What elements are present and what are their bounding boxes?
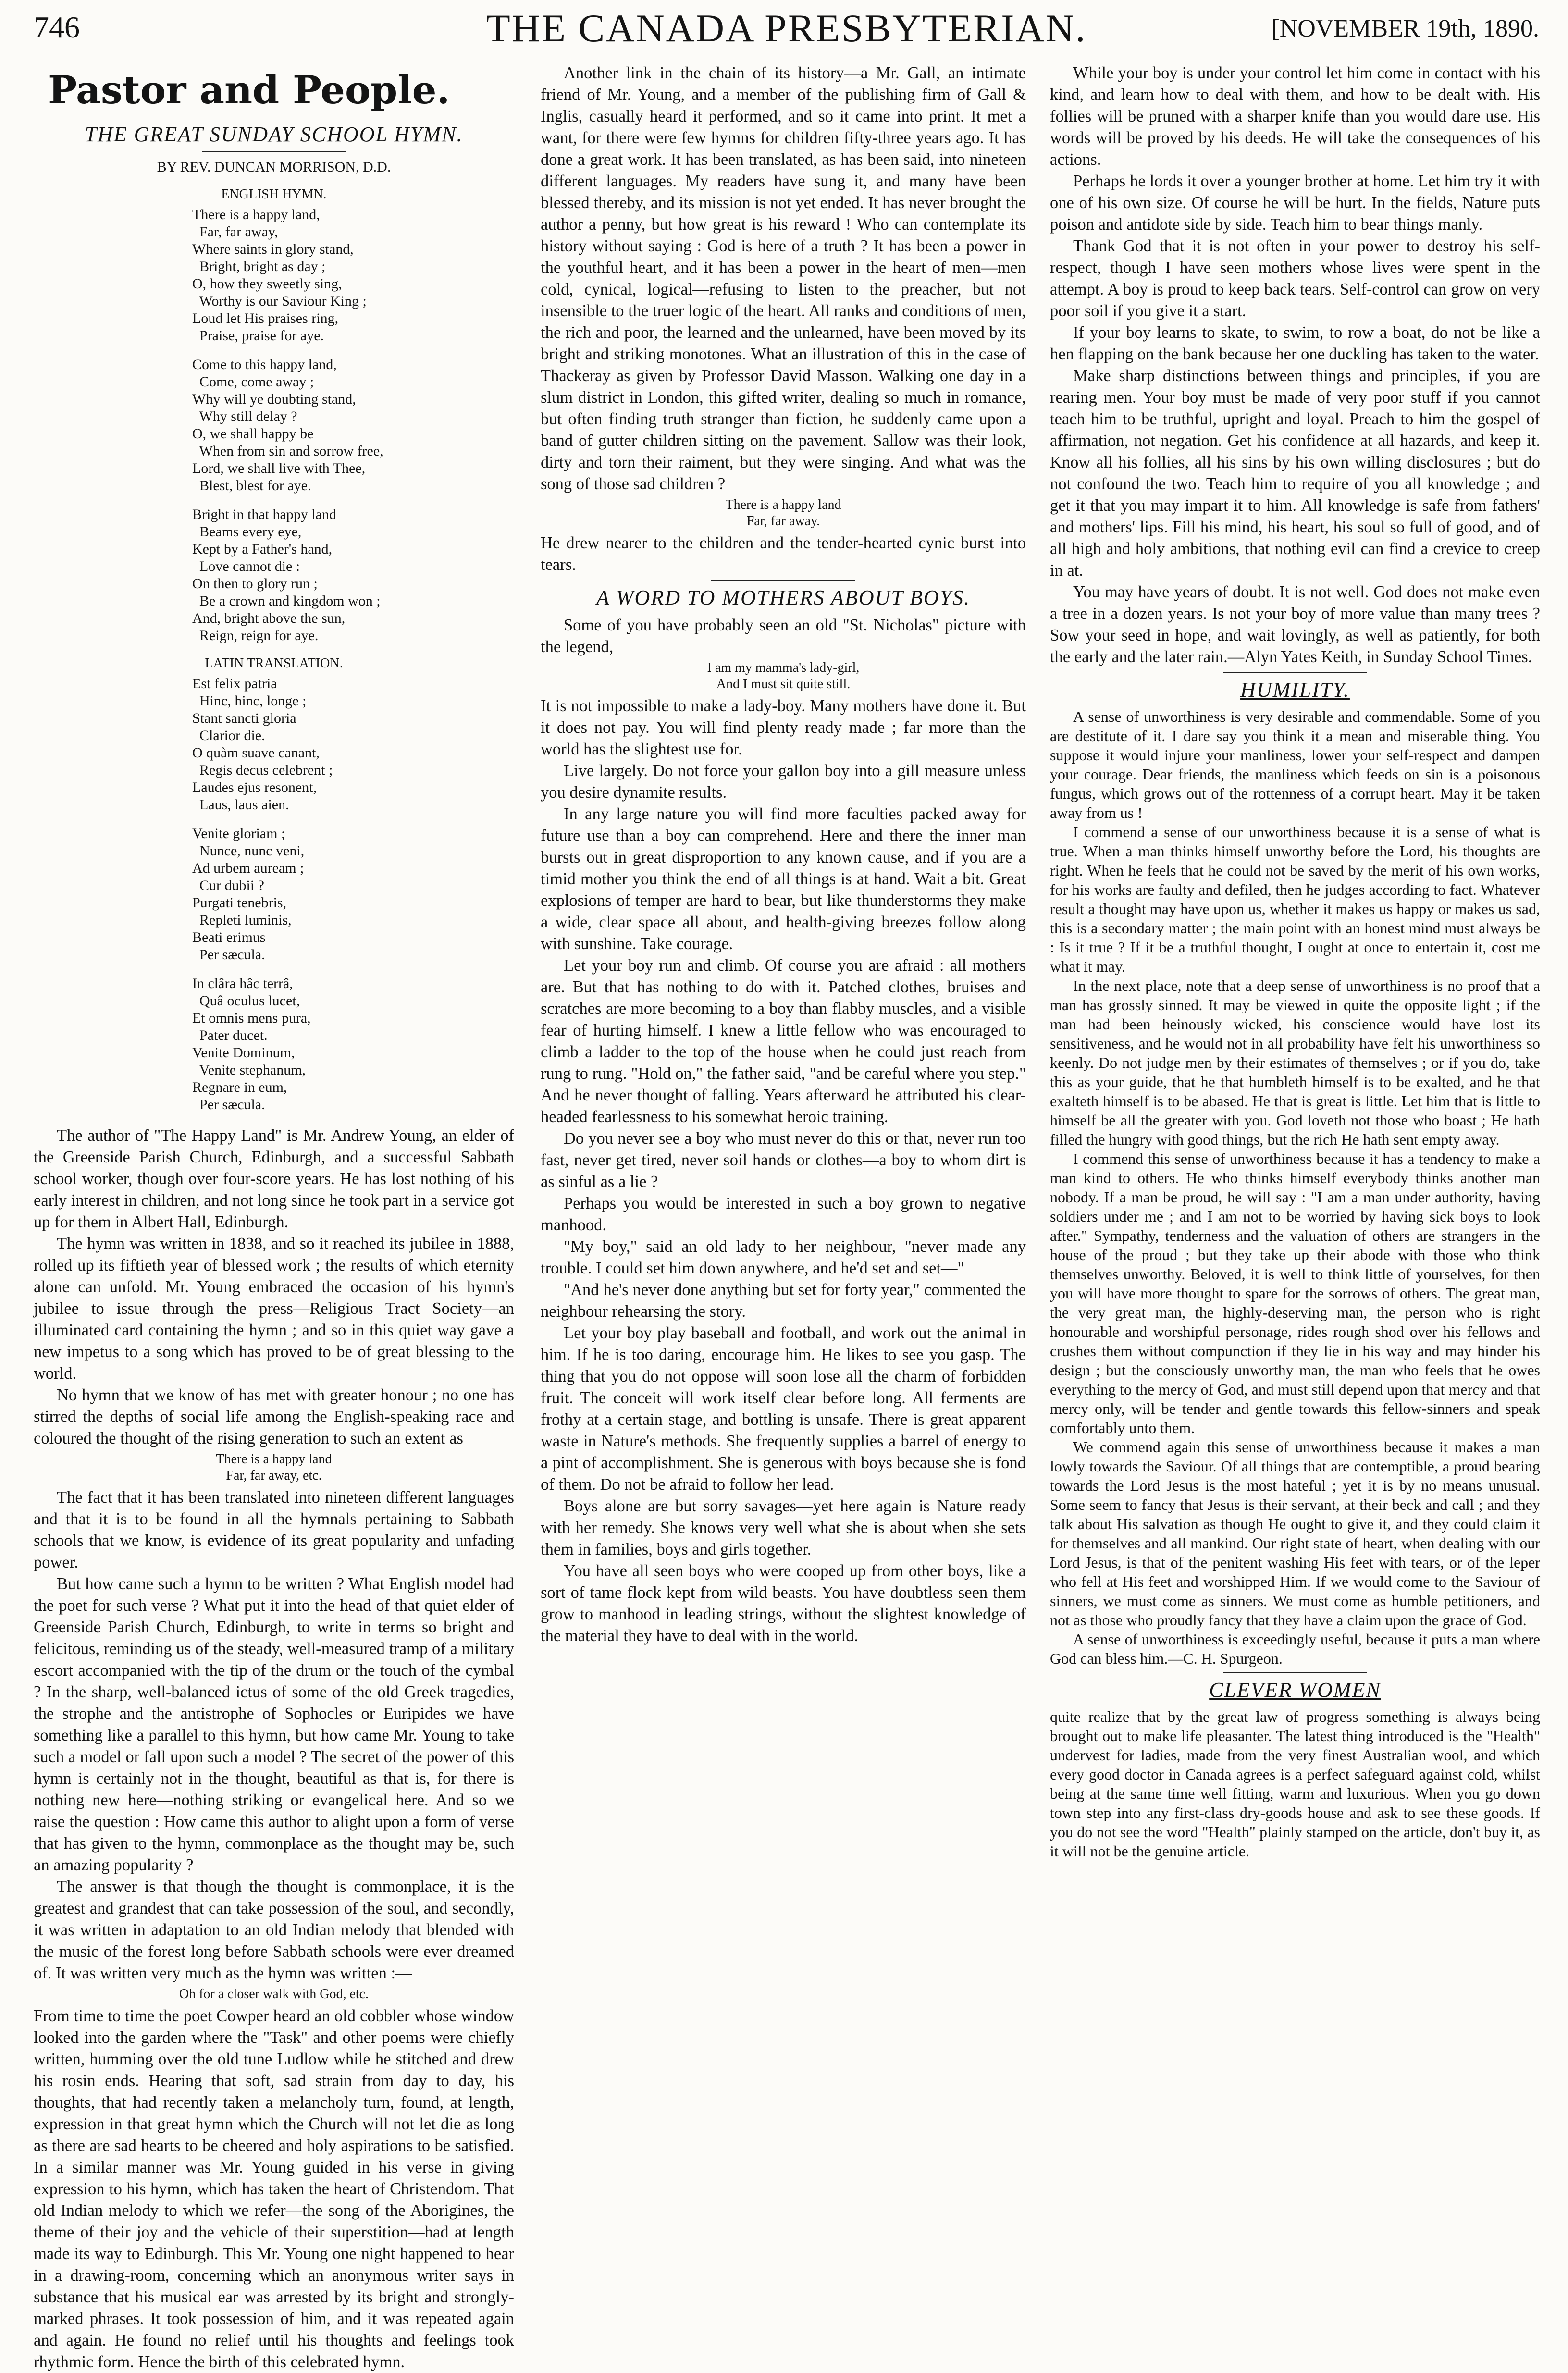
hymn-quote: There is a happy land Far, far away.	[725, 497, 841, 529]
article-paragraph: In any large nature you will find more faculties packed away for future use than a boy can comprehend. Here and there the inner man bursts out in great disproportion to any known cause, and if you are a timid mother you think the end of all things is at hand. Wait a bit. Great explosions of temper are hard to bear, but like thunderstorms they make a wide, clear space all about, and health-giving breezes follow along with sunshine. Take courage.	[541, 805, 1026, 953]
article-paragraph: It is not impossible to make a lady-boy. Many mothers have done it. But it does not pay. You will find plenty ready made ; far more than the world has the slightest use for.	[541, 697, 1026, 758]
section-rule	[711, 580, 855, 581]
article-paragraph: You may have years of doubt. It is not well. God does not make even a tree in a dozen years. Is not your boy of more value than many trees ? Sow your seed in hope, and wait lovingly, as well as patiently, for both the early and the later rain.—Alyn Yates Keith, in Sunday School Times.	[1050, 583, 1540, 666]
hymn-article-byline: BY REV. DUNCAN MORRISON, D.D.	[157, 159, 391, 175]
article-paragraph: I commend this sense of unworthiness because it has a tendency to make a man kind to others. He who thinks himself everybody thinks another man nobody. If a man be proud, he will say : "I am a man under authority, having soldiers under me ; and I am not to be worried by having sick boys to look after." Sympathy, tenderness and the valuation of others are strangers in the house of the proud ; but they take up their abode with those who think themselves unworthy. Beloved, it is well to think little of yourselves, for then you will have more thought to spare for the sorrows of others. The great man, the very great man, the highly-deserving man, the person who is right honourable and worshipful personage, rides rough shod over his fellows and crushes them without compunction if they lie in his way and may hinder his design ; but the consciously unworthy man, the man who feels that he owes everything to the mercy of God, and must still depend upon that mercy and that mercy only, will be tender and gentle towards this fellow-sinners and speak comfortably unto them.	[1050, 1150, 1540, 1436]
article-paragraph: Thank God that it is not often in your power to destroy his self-respect, though I have seen mothers whose lives were spent in the attempt. A boy is proud to keep back tears. Self-control can grow on very poor soil if you give it a start.	[1050, 237, 1540, 320]
article-paragraph: Live largely. Do not force your gallon boy into a gill measure unless you desire dynamite results.	[541, 762, 1026, 802]
article-paragraph: The answer is that though the thought is commonplace, it is the greatest and grandest that can take possession of the soul, and secondly, it was written in adaptation to an old Indian melody that blended with the music of the forest long before Sabbath schools were ever dreamed of. It was written very much as the hymn was written :—	[34, 1878, 514, 1982]
issue-date: [NOVEMBER 19th, 1890.	[1271, 15, 1539, 42]
article-paragraph: Let your boy run and climb. Of course you are afraid : all mothers are. But that has nothing to do with it. Patched clothes, bruises and scratches are more becoming to a boy than flabby muscles, and a visible fear of hurting himself. I knew a little fellow who was encouraged to climb a ladder to the top of the house when he could just reach from rung to rung. "Hold on," the father said, "and be careful where you step." And he never thought of falling. Years afterward he attributed his clear-headed fearlessness to his somewhat heroic training.	[541, 956, 1026, 1126]
legend-quote: I am my mamma's lady-girl, And I must sit quite still.	[707, 660, 860, 692]
department-heading: Pastor and People.	[48, 67, 450, 112]
article-paragraph: Perhaps you would be interested in such a boy grown to negative manhood.	[541, 1194, 1026, 1234]
masthead	[34, 6, 1539, 59]
mothers-article-title: A WORD TO MOTHERS ABOUT BOYS.	[596, 586, 971, 609]
column-middle	[541, 62, 1026, 2138]
article-paragraph: You have all seen boys who were cooped up from other boys, like a sort of tame flock kept from wild beasts. You have doubtless seen them grow to manhood in leading strings, without the slightest knowledge of the material they have to deal with in the world.	[541, 1562, 1026, 1645]
article-paragraph: Let your boy play baseball and football, and work out the animal in him. If he is too daring, encourage him. He likes to see you gasp. The thing that you do not oppose will soon lose all the charm of forbidden fruit. The conceit will work itself clear before long. All ferments are frothy at a certain stage, and bottling is unsafe. There is great apparent waste in Nature's methods. She frequently supplies a barrel of energy to a pint of accomplishment. She is generous with boys because she is fond of them. Do not be afraid to follow her lead.	[541, 1324, 1026, 1494]
hymn-article-title: THE GREAT SUNDAY SCHOOL HYMN.	[85, 123, 463, 146]
article-paragraph: The author of "The Happy Land" is Mr. Andrew Young, an elder of the Greenside Parish Church, Edinburgh, and a successful Sabbath school worker, though over four-score years. He has lost nothing of his early interest in children, and not long since he took part in a service got up for them in Albert Hall, Edinburgh.	[34, 1126, 514, 1231]
article-paragraph: We commend again this sense of unworthiness because it makes a man lowly towards the Saviour. Of all things that are contemptible, a proud bearing towards the Lord Jesus is the most hateful ; yet it is by no means unusual. Some seem to fancy that Jesus is their servant, at their beck and call ; and they talk about His salvation as though He ought to give it, and they could claim it for themselves and all mankind. Our right state of heart, when dealing with our Lord Jesus, is that of the penitent washing His feet with tears, or of the leper who fell at His feet and worshipped Him. If we would come to the Saviour of sinners, we must come as sinners. We must come as humble petitioners, and not as those who proudly fancy that they have a claim upon the grace of God.	[1050, 1438, 1540, 1629]
hymn-quote: There is a happy land Far, far away, etc.	[216, 1452, 332, 1483]
article-paragraph: Perhaps he lords it over a younger brother at home. Let him try it with one of his own size. Of course he will be hurt. In the fields, Nature puts poison and antidote side by side. Teach him to bear things manly.	[1050, 172, 1540, 234]
section-rule	[1223, 672, 1367, 673]
article-paragraph: No hymn that we know of has met with greater honour ; no one has stirred the depths of social life among the English-speaking race and coloured the thought of the rising generation to such an extent as	[34, 1386, 514, 1447]
section-rule	[1223, 1672, 1367, 1673]
article-paragraph: While your boy is under your control let him come in contact with his kind, and learn how to deal with them, and how to be dealt with. His follies will be pruned with a sharper knife than you would dare use. His words will be proved by his deeds. He will take the consequences of his actions.	[1050, 64, 1540, 169]
column-right	[1050, 62, 1540, 2138]
english-hymn-verse: Come to this happy land, Come, come away ; Why will ye doubting stand, Why still delay ? O, we shall happy be When from sin and sorrow free, Lord, we shall live with Thee, Blest, blest for aye.	[192, 357, 383, 494]
latin-hymn-verse: Est felix patria Hinc, hinc, longe ; Stant sancti gloria Clarior die. O quàm suave canant, Regis decus celebrent ; Laudes ejus resonent, Laus, laus aien.	[192, 676, 333, 813]
title-rule	[202, 151, 346, 152]
english-hymn-verse: Bright in that happy land Beams every eye, Kept by a Father's hand, Love cannot die : On then to glory run ; Be a crown and kingdom won ; And, bright above the sun, Reign, reign for aye.	[192, 507, 381, 643]
article-paragraph: From time to time the poet Cowper heard an old cobbler whose window looked into the garden where the "Task" and other poems were chiefly written, humming over the old tune Ludlow while he stitched and drew his rosin ends. Hearing that soft, sad strain from day to day, his thoughts, that had recently taken a melancholy turn, found, at length, expression in that great hymn which the Church will not let die as long as there are sad hearts to be cheered and holy aspirations to be satisfied. In a similar manner was Mr. Young guided in his verse in giving expression to his hymn, which has taken the heart of Christendom. That old Indian melody to which we refer—the song of the Aborigines, the theme of their joy and the vehicle of their superstition—had at length made its way to Edinburgh. This Mr. Young one night happened to hear in a drawing-room, concerning which an anonymous writer says in substance that his musical ear was arrested by its bright and strongly-marked phrases. It took possession of him, and it was repeated again and again. He found no relief until his thoughts and feelings took rhythmic form. Hence the birth of this celebrated hymn.	[34, 2007, 514, 2371]
article-paragraph: If your boy learns to skate, to swim, to row a boat, do not be like a hen flapping on the bank because her one duckling has taken to the water.	[1050, 323, 1540, 363]
clever-women-title: CLEVER WOMEN	[1209, 1678, 1381, 1702]
column-left	[34, 62, 514, 2371]
article-paragraph: The fact that it has been translated into nineteen different languages and that it is to be found in all the hymnals pertaining to Sabbath schools that we know, is evidence of its great popularity and unfading power.	[34, 1488, 514, 1571]
article-paragraph: But how came such a hymn to be written ? What English model had the poet for such verse ? What put it into the head of that quiet elder of Greenside Parish Church, Edinburgh, to write in terms so bright and felicitous, reminding us of the steady, well-measured tramp of a military escort accompanied with the tip of the drum or the touch of the cymbal ? In the sharp, well-balanced ictus of some of the old Greek tragedies, the strophe and the antistrophe of Sophocles or Euripides we have something like a parallel to this hymn, but how came Mr. Young to take such a model or fall upon such a model ? The secret of the power of this hymn is certainly not in the thought, beautiful as that is, for there is nothing new here—nothing striking or evangelical here. And so we raise the question : How came this author to alight upon a form of verse that has given to the hymn, commonplace as the thought may be, such an amazing popularity ?	[34, 1575, 514, 1874]
article-paragraph: Some of you have probably seen an old "St. Nicholas" picture with the legend,	[541, 616, 1026, 656]
humility-article-title: HUMILITY.	[1240, 678, 1350, 702]
latin-translation-label: LATIN TRANSLATION.	[205, 656, 343, 671]
article-paragraph: He drew nearer to the children and the tender-hearted cynic burst into tears.	[541, 534, 1026, 574]
article-paragraph: Do you never see a boy who must never do this or that, never run too fast, never get tired, never soil hands or clothes—a boy to whom dirt is as sinful as a lie ?	[541, 1129, 1026, 1191]
article-paragraph: Another link in the chain of its history—a Mr. Gall, an intimate friend of Mr. Young, and a member of the publishing firm of Gall & Inglis, casually heard it performed, and so it came into print. It met a want, for there were few hymns for children fifty-three years ago. It has done a great work. It has been translated, as has been said, into nineteen different languages. My readers have sung it, and many have been blessed thereby, and its mission is not yet ended. It has never brought the author a penny, but how great is his reward ! Who can contemplate its history without saying : God is here of a truth ? It has been a power in the youthful heart, and it has been a power in the heart of men—men cold, cynical, logical—refusing to listen to the preacher, but not insensible to the truer logic of the heart. All ranks and conditions of men, the rich and poor, the learned and the unlearned, have been moved by its bright and striking monotones. What an illustration of this in the case of Thackeray as given by Professor David Masson. Walking one day in a slum district in London, this gifted writer, dealing so much in romance, but often finding truth stranger than fiction, he suddenly came upon a band of gutter children sitting on the pavement. Sallow was their look, dirty and torn their raiment, but they were singing. And what was the song of those sad children ?	[541, 64, 1026, 493]
article-paragraph: quite realize that by the great law of progress something is always being brought out to make life pleasanter. The latest thing introduced is the "Health" undervest for ladies, made from the very finest Australian wool, and which every good doctor in Canada agrees is a perfect safeguard against cold, whilst being at the same time well fitting, warm and luxurious. When you go down town step into any first-class dry-goods house and ask to see these goods. If you do not see the word "Health" plainly stamped on the article, don't buy it, as it will not be the genuine article.	[1050, 1708, 1540, 1860]
paper-title: THE CANADA PRESBYTERIAN.	[486, 6, 1087, 50]
english-hymn-label: ENGLISH HYMN.	[221, 187, 327, 202]
article-paragraph: I commend a sense of our unworthiness because it is a sense of what is true. When a man thinks himself unworthy before the Lord, his thoughts are right. When he feels that he could not be saved by the merit of his own works, for his works are faulty and defiled, then he judges according to fact. Whatever result a thought may have upon us, whether it makes us happy or makes us sad, this is a secondary matter ; the main point with an honest mind must always be : Is it true ? If it be a truthful thought, I ought at once to entertain it, cost me what it may.	[1050, 823, 1540, 975]
article-paragraph: A sense of unworthiness is very desirable and commendable. Some of you are destitute of it. I dare say you think it a mean and miserable thing. You suppose it would injure your manliness, lower your self-respect and dampen your courage. Dear friends, the manliness which feeds on sin is a poisonous fungus, which grows out of the rottenness of a corrupt heart. May it be taken away from us !	[1050, 708, 1540, 821]
article-paragraph: "And he's never done anything but set for forty year," commented the neighbour rehearsing the story.	[541, 1281, 1026, 1321]
article-paragraph: "My boy," said an old lady to her neighbour, "never made any trouble. I could set him down anywhere, and he'd set and set—"	[541, 1237, 1026, 1277]
article-paragraph: A sense of unworthiness is exceedingly useful, because it puts a man where God can bless him.—C. H. Spurgeon.	[1050, 1631, 1540, 1667]
hymn-quote: Oh for a closer walk with God, etc.	[179, 1987, 369, 2002]
article-paragraph: In the next place, note that a deep sense of unworthiness is no proof that a man has grossly sinned. It may be viewed in quite the opposite light ; if the man had been heinously wicked, his conscience would have lost its sensitiveness, and he would not in all probability have felt his unworthiness so keenly. Do not judge men by their estimates of themselves ; or if you do, take this as your guide, that he that humbleth himself is to be exalted, and he that exalteth himself is to be abased. He that is great is little. Let him that is little to himself be all the greater with you. God loveth not those who boast ; He hath filled the hungry with good things, but the rich He hath sent empty away.	[1050, 977, 1540, 1148]
latin-hymn-verse: In clâra hâc terrâ, Quâ oculus lucet, Et omnis mens pura, Pater ducet. Venite Dominum, Venite stephanum, Regnare in eum, Per sæcula.	[192, 976, 311, 1112]
latin-hymn-verse: Venite gloriam ; Nunce, nunc veni, Ad urbem auream ; Cur dubii ? Purgati tenebris, Repleti luminis, Beati erimus Per sæcula.	[192, 826, 305, 963]
article-paragraph: Boys alone are but sorry savages—yet here again is Nature ready with her remedy. She knows very well what she is about when she sets them in families, boys and girls together.	[541, 1497, 1026, 1558]
english-hymn-verse: There is a happy land, Far, far away, Where saints in glory stand, Bright, bright as day ; O, how they sweetly sing, Worthy is our Saviour King ; Loud let His praises ring, Praise, praise for aye.	[192, 207, 367, 344]
page-number: 746	[34, 10, 80, 44]
article-paragraph: The hymn was written in 1838, and so it reached its jubilee in 1888, rolled up its fiftieth year of blessed work ; the results of which eternity alone can unfold. Mr. Young embraced the occasion of his hymn's jubilee to issue through the press—Religious Tract Society—an illuminated card containing the hymn ; and so in this quiet way gave a new impetus to a song which has proved to be of great blessing to the world.	[34, 1235, 514, 1383]
article-paragraph: Make sharp distinctions between things and principles, if you are rearing men. Your boy must be made of very poor stuff if you cannot teach him to be truthful, upright and loyal. Preach to him the gospel of affirmation, not negation. Get his confidence at all hazards, and keep it. Know all his follies, all his sins by his own willing disclosures ; but do not confound the two. Teach him to require of you all knowledge ; and get it that you may impart it to him. All knowledge is safe from fathers' and mothers' lips. Fill his mind, his heart, his soul so full of good, and of all high and holy ambitions, that nothing evil can find a crevice to creep in at.	[1050, 367, 1540, 580]
